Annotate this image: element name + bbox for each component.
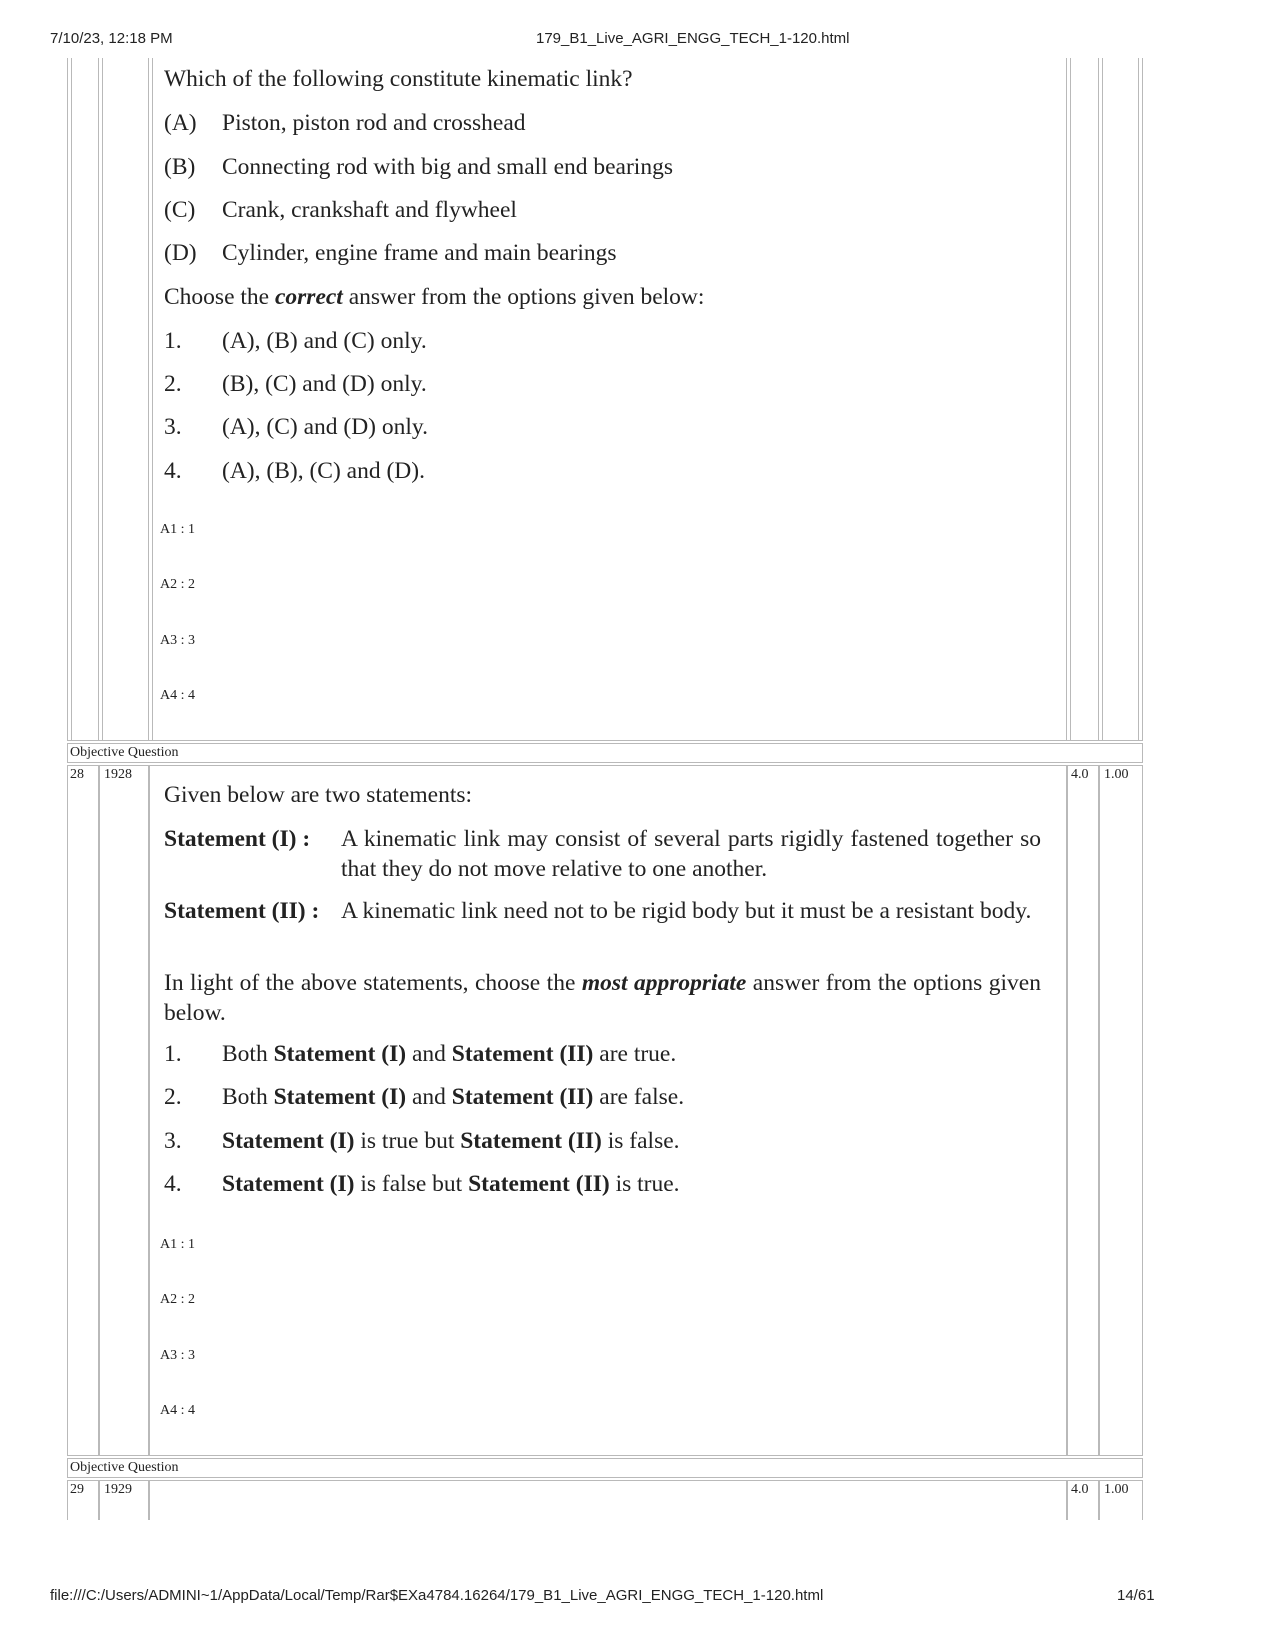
negative-marks-cell: [1099, 765, 1143, 1456]
item-label: (A): [164, 110, 197, 136]
item-label: (D): [164, 240, 197, 266]
question-body-cell: [149, 1480, 1067, 1520]
print-title: 179_B1_Live_AGRI_ENGG_TECH_1-120.html: [536, 30, 850, 47]
option-number: 2.: [164, 1084, 182, 1110]
answer-key: A1 : 1: [160, 1237, 195, 1252]
item-label: (B): [164, 154, 196, 180]
marks-cell: [1067, 765, 1099, 1456]
item-text: Crank, crankshaft and flywheel: [222, 197, 517, 223]
answer-key: A3 : 3: [160, 633, 195, 648]
marks: 4.0: [1071, 1482, 1089, 1497]
question-27-stem: Which of the following constitute kinematic link?: [164, 66, 633, 92]
answer-key: A2 : 2: [160, 577, 195, 592]
light-instruction: In light of the above statements, choose the most appropriate answer from the options given below.: [164, 970, 1041, 1026]
statement-2-label: Statement (II) :: [164, 898, 320, 924]
print-datetime: 7/10/23, 12:18 PM: [50, 30, 173, 47]
section-label: Objective Question: [70, 1460, 179, 1475]
option-text: (B), (C) and (D) only.: [222, 371, 427, 397]
item-text: Connecting rod with big and small end bearings: [222, 154, 673, 180]
question-28-intro: Given below are two statements:: [164, 782, 473, 808]
option-number: 4.: [164, 1171, 182, 1197]
section-label: Objective Question: [70, 745, 179, 760]
choose-instruction: Choose the correct answer from the options given below:: [164, 284, 705, 310]
question-id: 1929: [104, 1482, 132, 1497]
answer-key: A4 : 4: [160, 688, 195, 703]
question-id: 1928: [104, 767, 132, 782]
statement-2-text: A kinematic link need not to be rigid body but it must be a resistant body.: [341, 898, 1032, 924]
section-label-row: [67, 1458, 1143, 1478]
item-text: Piston, piston rod and crosshead: [222, 110, 526, 136]
option-text: Both Statement (I) and Statement (II) are false.: [222, 1084, 685, 1110]
option-number: 1.: [164, 1041, 182, 1067]
negative-marks: 1.00: [1104, 767, 1129, 782]
answer-key: A4 : 4: [160, 1403, 195, 1418]
section-label-row: [67, 743, 1143, 763]
answer-key: A2 : 2: [160, 1292, 195, 1307]
option-number: 4.: [164, 458, 182, 484]
statement-1-label: Statement (I) :: [164, 826, 311, 852]
serial-cell: [67, 765, 99, 1456]
option-number: 3.: [164, 1128, 182, 1154]
negative-marks: 1.00: [1104, 1482, 1129, 1497]
option-text: (A), (C) and (D) only.: [222, 414, 429, 440]
serial-number: 29: [70, 1482, 84, 1497]
option-text: Statement (I) is false but Statement (II) is true.: [222, 1171, 680, 1197]
item-text: Cylinder, engine frame and main bearings: [222, 240, 617, 266]
question-id-cell: [99, 765, 149, 1456]
option-text: Both Statement (I) and Statement (II) are true.: [222, 1041, 677, 1067]
option-number: 3.: [164, 414, 182, 440]
answer-key: A3 : 3: [160, 1348, 195, 1363]
option-text: (A), (B), (C) and (D).: [222, 458, 425, 484]
statement-1-text: A kinematic link may consist of several parts rigidly fastened together so that they do not move relative to one another.: [341, 826, 1041, 882]
marks: 4.0: [1071, 767, 1089, 782]
option-number: 1.: [164, 328, 182, 354]
print-file-path: file:///C:/Users/ADMINI~1/AppData/Local/Temp/Rar$EXa4784.16264/179_B1_Live_AGRI_ENGG_TECH_1-120.html: [50, 1587, 824, 1604]
answer-key: A1 : 1: [160, 522, 195, 537]
item-label: (C): [164, 197, 196, 223]
print-page-number: 14/61: [1117, 1587, 1155, 1604]
option-text: (A), (B) and (C) only.: [222, 328, 427, 354]
serial-number: 28: [70, 767, 84, 782]
option-number: 2.: [164, 371, 182, 397]
option-text: Statement (I) is true but Statement (II) is false.: [222, 1128, 680, 1154]
